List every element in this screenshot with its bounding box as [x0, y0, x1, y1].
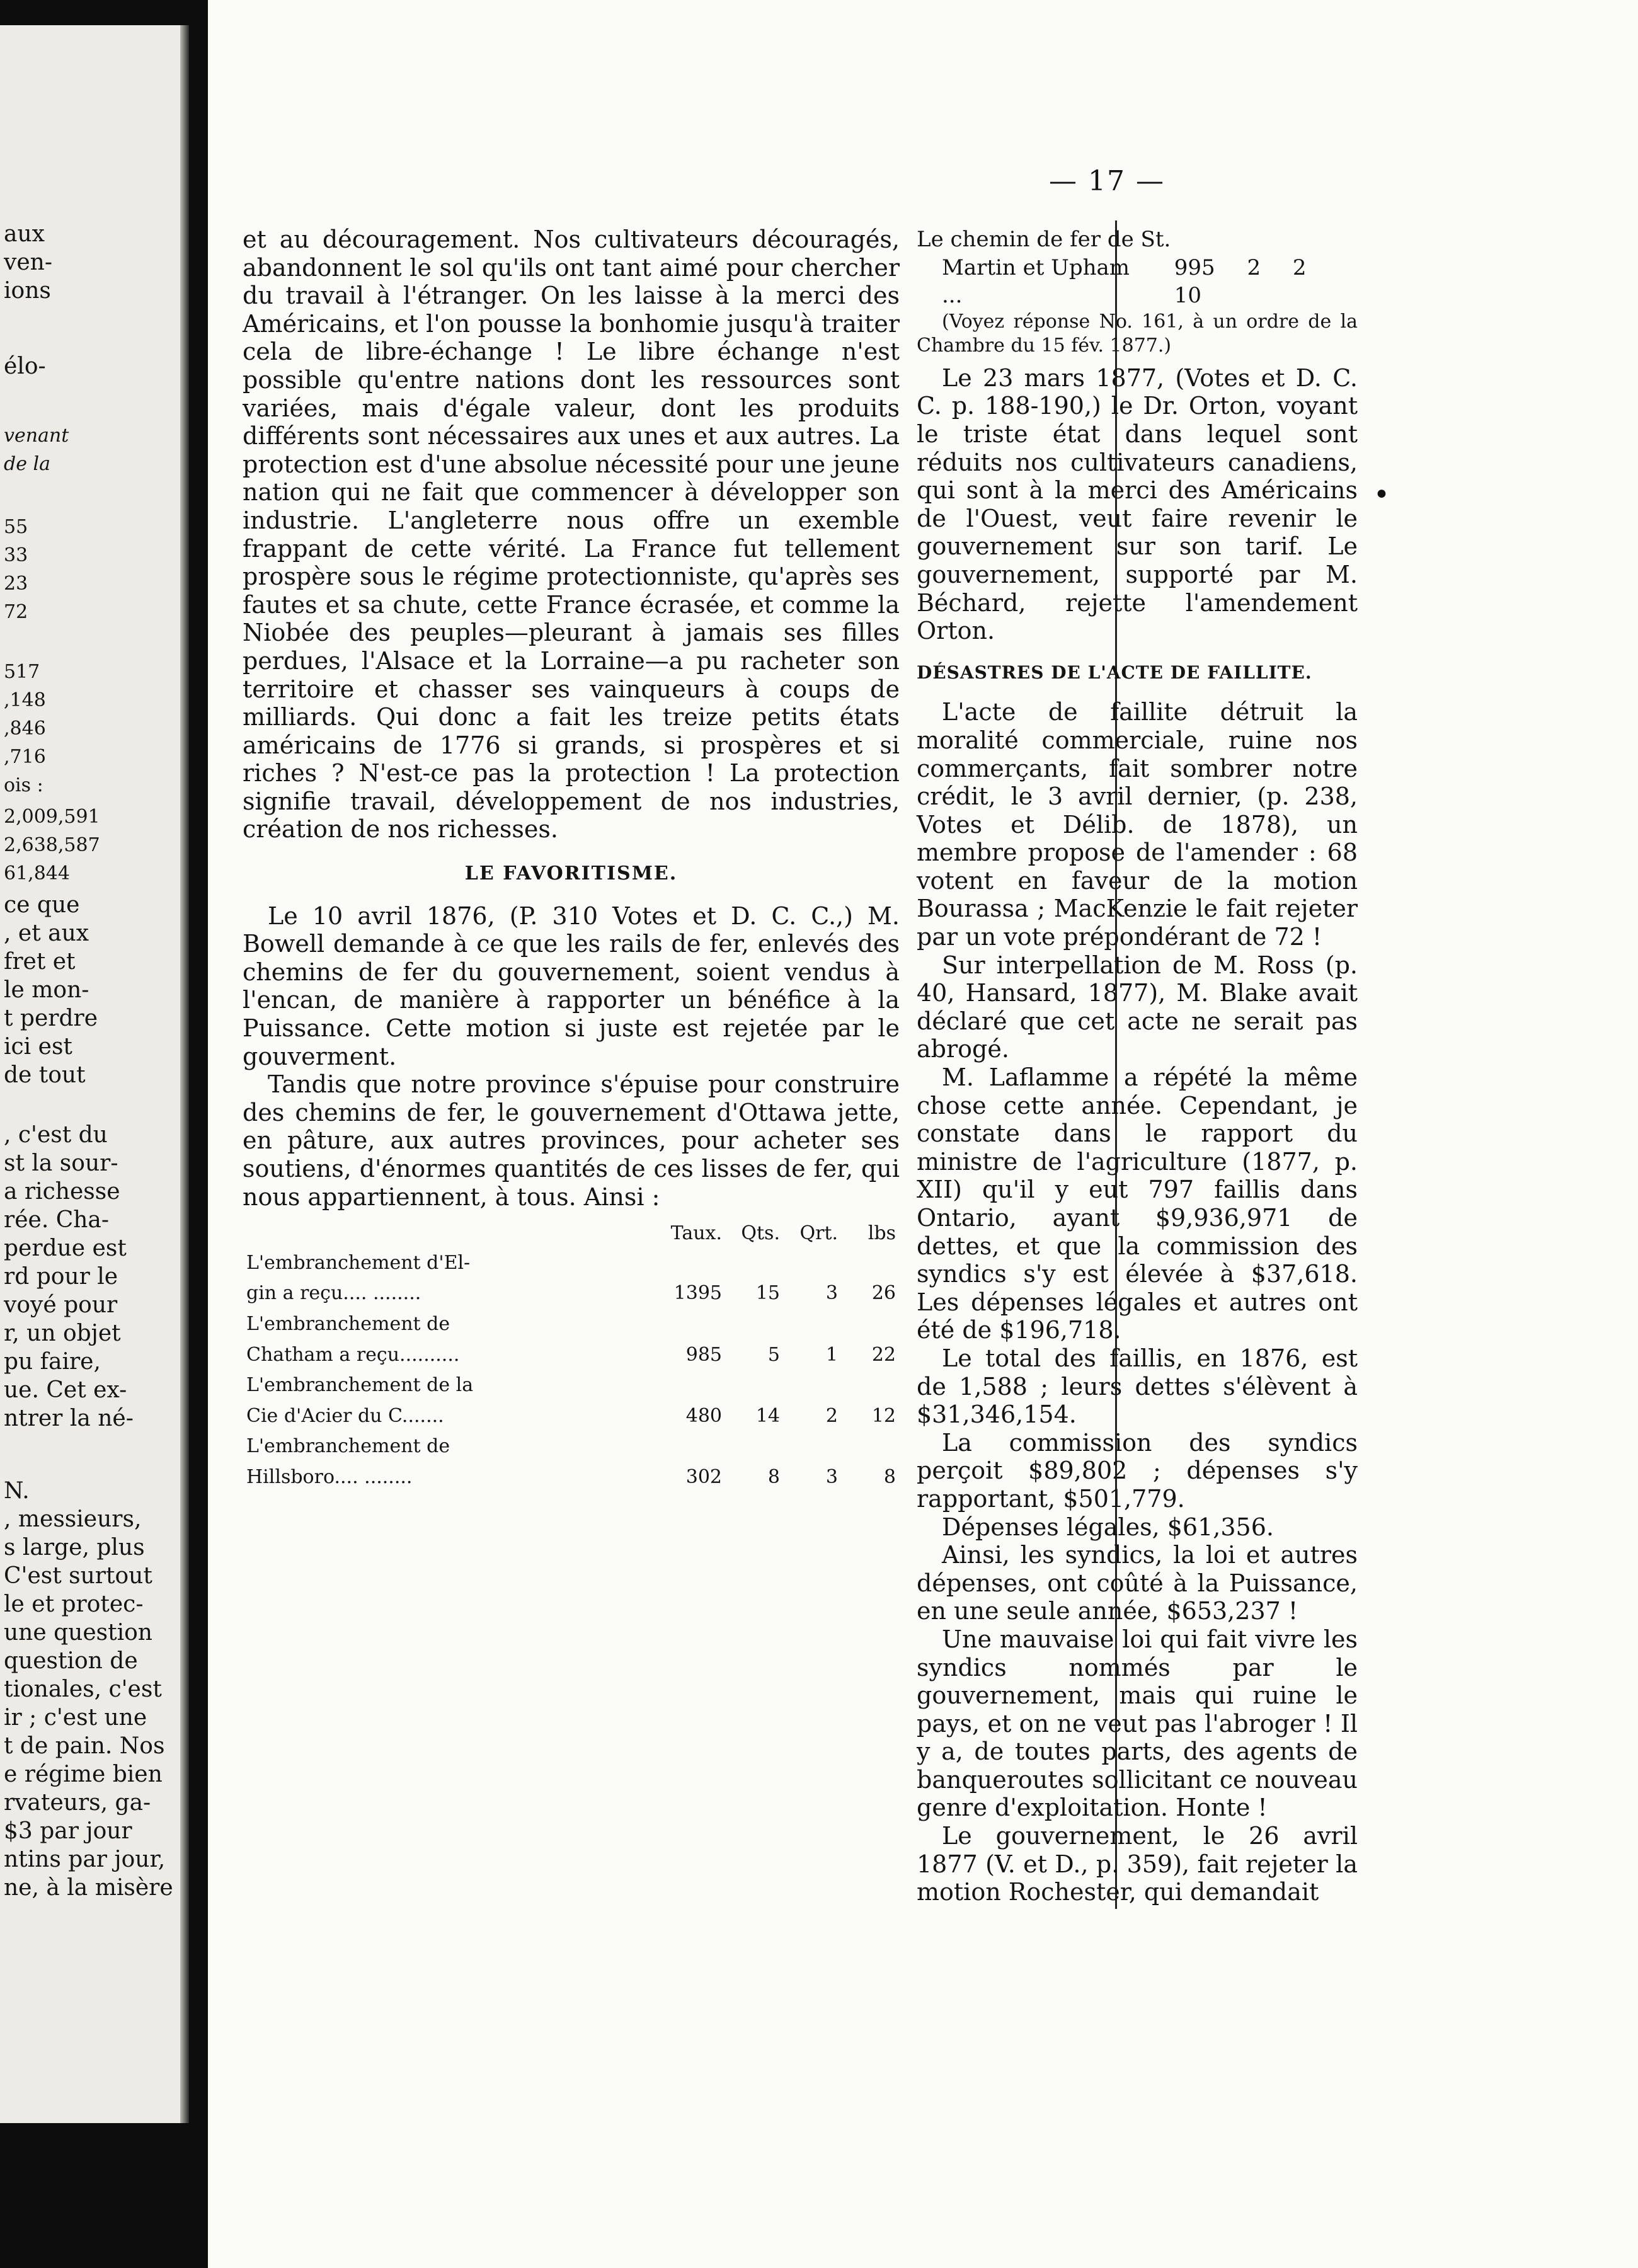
paragraph: M. Laflamme a répété la même chose cette année. Cependant, je constate dans le rapport du ministre de l'agriculture (1877, p. XII) qu'il y eut 797 faillis dans Ontario, ayant $9,936,971 de dettes, et que la commission des syndics s'y est élevée à $37,618. Les dépenses légales et autres ont été de $196,718. [917, 1063, 1358, 1344]
paragraph: Ainsi, les syndics, la loi et autres dépenses, ont coûté à la Puissance, en une seule année, $653,237 ! [917, 1541, 1358, 1625]
reference-note: (Voyez réponse No. 161, à un ordre de la Chambre du 15 fév. 1877.) [917, 310, 1358, 357]
table-cell: 22 [871, 1343, 896, 1366]
paragraph: et au découragement. Nos cultivateurs découragés, abandonnent le sol qu'ils ont tant aimé pour chercher du travail à l'étranger. On les laisse à la merci des Américains, et l'on pousse la bonhomie jusqu'à traiter cela de libre-échange ! Le libre échange n'est possible qu'entre nations dont les ressources sont variées, mais d'égale valeur, dont les produits différents sont nécessaires aux unes et aux autres. La protection est d'une absolue nécessité pour une jeune nation qui ne fait que commencer à développer son industrie. L'angleterre nous offre un exemble frappant de cette vérité. La France fut tellement prospère sous le régime protectionniste, qu'après ses fautes et sa chute, cette France écrasée, et comme la Niobée des peuples—pleurant à jamais ses filles perdues, l'Alsace et la Lorraine—a pu racheter son territoire et chasser ses vainqueurs à coups de milliards. Qui donc a fait les treize petits états américains de 1776 si grands, si prospères et si riches ? N'est-ce pas la protection ! La protection signifie travail, développement de nos industries, création de nos richesses. [243, 226, 900, 844]
margin-fragment: de tout [4, 1062, 86, 1088]
value: 995 [1174, 255, 1215, 280]
margin-fragment: ions [4, 278, 51, 304]
table-cell: 8 [883, 1465, 896, 1488]
table-cell: 1395 [673, 1282, 722, 1305]
table-cell: L'embranchement de la [246, 1374, 474, 1397]
table-row [243, 1278, 900, 1309]
paragraph: Le 23 mars 1877, (Votes et D. C. C. p. 188-190,) le Dr. Orton, voyant le triste état dans lequel sont réduits nos cultivateurs canadiens, qui sont à la merci des Américains de l'Ouest, veut faire revenir le gouvernement sur son tarif. Le gouvernement, supporté par M. Béchard, rejette l'amendement Orton. [917, 364, 1358, 645]
margin-fragment: 23 [4, 573, 28, 595]
table-cell: 26 [871, 1282, 896, 1305]
margin-fragment: ce que [4, 892, 80, 918]
margin-fragment: 33 [4, 544, 28, 566]
margin-fragment: ntrer la né- [4, 1406, 134, 1431]
margin-fragment: 517 [4, 661, 40, 683]
margin-fragment: ven- [4, 249, 52, 275]
margin-fragment: fret et [4, 949, 76, 975]
margin-fragment: le mon- [4, 977, 89, 1003]
margin-fragment: élo- [4, 353, 46, 379]
margin-fragment: rée. Cha- [4, 1207, 110, 1233]
margin-fragment: voyé pour [4, 1292, 118, 1318]
paragraph: La commission des syndics perçoit $89,802 ; dépenses s'y rapportant, $501,779. [917, 1428, 1358, 1513]
paragraph: Dépenses légales, $61,356. [942, 1513, 1274, 1541]
column-header: lbs [868, 1222, 896, 1245]
margin-fragment: tionales, c'est [4, 1676, 162, 1702]
table-row [243, 1431, 900, 1462]
margin-fragment: question de [4, 1648, 138, 1674]
table-cell: 1 [825, 1343, 838, 1366]
margin-fragment: ois : [4, 774, 43, 796]
margin-fragment: ntins par jour, [4, 1847, 166, 1872]
margin-fragment: st la sour- [4, 1150, 118, 1176]
table-cell: 5 [767, 1343, 780, 1366]
table-cell: 302 [685, 1465, 722, 1488]
margin-fragment: de la [4, 453, 50, 475]
value: 10 [1174, 283, 1201, 309]
margin-fragment: ,846 [4, 718, 46, 740]
section-heading: DÉSASTRES DE L'ACTE DE FAILLITE. [917, 662, 1312, 683]
table-cell: L'embranchement de [246, 1312, 450, 1335]
margin-fragment: , c'est du [4, 1122, 108, 1148]
table-cell: Hillsboro.... ........ [246, 1465, 413, 1488]
table-cell: 2 [825, 1404, 838, 1427]
table-row [243, 1340, 900, 1371]
margin-fragment: ue. Cet ex- [4, 1377, 127, 1403]
margin-fragment: s large, plus [4, 1535, 145, 1561]
table-row [243, 1248, 900, 1279]
margin-fragment: 72 [4, 601, 28, 623]
left-column [243, 226, 900, 1493]
rails-table [243, 1220, 900, 1492]
margin-fragment: ne, à la misère [4, 1875, 173, 1901]
table-row [243, 1370, 900, 1401]
table-cell: 985 [685, 1343, 722, 1366]
margin-fragment: rvateurs, ga- [4, 1790, 151, 1816]
margin-fragment: le et protec- [4, 1591, 144, 1617]
table-cell: L'embranchement de [246, 1435, 450, 1458]
left-facing-page [0, 25, 189, 2123]
column-header: Taux. [670, 1222, 722, 1245]
railway-entry [917, 226, 1358, 254]
table-header-row [243, 1220, 900, 1248]
margin-fragment: t perdre [4, 1005, 98, 1031]
table-row [243, 1401, 900, 1432]
table-cell: 15 [755, 1282, 780, 1305]
railway-entry-label: Le chemin de fer de St. [917, 227, 1171, 252]
table-cell: Cie d'Acier du C....... [246, 1404, 444, 1427]
table-cell: 480 [685, 1404, 722, 1427]
margin-fragment: rd pour le [4, 1264, 118, 1290]
paragraph: Tandis que notre province s'épuise pour construire des chemins de fer, le gouvernement d'Ottawa jette, en pâture, aux autres provinces, pour acheter ses soutiens, d'énormes quantités de ces lisses de fer, qui nous appartiennent, à tous. Ainsi : [243, 1070, 900, 1211]
table-cell: gin a reçu.... ........ [246, 1282, 421, 1305]
value: 2 [1247, 255, 1261, 280]
table-cell: 8 [767, 1465, 780, 1488]
margin-fragment: aux [4, 221, 45, 247]
margin-fragment: 2,009,591 [4, 806, 100, 828]
railway-entry-values [1149, 254, 1358, 310]
bullet-mark: • [1373, 479, 1390, 511]
margin-fragment: C'est surtout [4, 1563, 152, 1589]
column-header: Qrt. [799, 1222, 838, 1245]
margin-fragment: t de pain. Nos [4, 1733, 165, 1759]
margin-fragment: r, un objet [4, 1320, 121, 1346]
margin-fragment: $3 par jour [4, 1818, 132, 1844]
margin-fragment: ,148 [4, 689, 46, 711]
table-cell: 12 [871, 1404, 896, 1427]
table-cell: 3 [825, 1465, 838, 1488]
margin-fragment: ici est [4, 1034, 72, 1060]
margin-fragment: a richesse [4, 1179, 120, 1205]
railway-entry-label: Martin et Upham ... [942, 255, 1130, 309]
page-number: — 17 — [1049, 165, 1165, 197]
right-column [917, 226, 1358, 1906]
column-header: Qts. [741, 1222, 780, 1245]
section-heading: LE FAVORITISME. [464, 862, 678, 885]
margin-fragment: pu faire, [4, 1349, 101, 1375]
table-cell: Chatham a reçu.......... [246, 1343, 460, 1366]
paragraph: Sur interpellation de M. Ross (p. 40, Hansard, 1877), M. Blake avait déclaré que cet acte ne serait pas abrogé. [917, 951, 1358, 1063]
margin-fragment: 2,638,587 [4, 834, 100, 856]
margin-fragment: 61,844 [4, 862, 70, 885]
margin-fragment: e régime bien [4, 1761, 163, 1787]
page-fold [180, 25, 189, 2123]
margin-fragment: 55 [4, 516, 28, 538]
paragraph: Une mauvaise loi qui fait vivre les syndics nommés par le gouvernement, mais qui ruine le pays, et on ne veut pas l'abroger ! Il y a, de toutes parts, des agents de banqueroutes sollicitant ce nouveau genre d'exploitation. Honte ! [917, 1625, 1358, 1822]
margin-fragment: venant [4, 425, 69, 447]
margin-fragment: N. [4, 1478, 30, 1504]
paragraph: Le total des faillis, en 1876, est de 1,588 ; leurs dettes s'élèvent à $31,346,154. [917, 1344, 1358, 1429]
table-cell: 14 [755, 1404, 780, 1427]
margin-fragment: une question [4, 1620, 152, 1646]
railway-entry [917, 254, 1358, 310]
table-row [243, 1309, 900, 1340]
table-cell: 3 [825, 1282, 838, 1305]
paragraph: L'acte de faillite détruit la moralité commerciale, ruine nos commerçants, fait sombrer notre crédit, le 3 avril dernier, (p. 238, Votes et Délib. de 1878), un membre propose de l'amender : 68 votent en faveur de la motion Bourassa ; MacKenzie le fait rejeter par un vote prépondérant de 72 ! [917, 698, 1358, 951]
table-row [243, 1462, 900, 1493]
margin-fragment: perdue est [4, 1235, 127, 1261]
margin-fragment: , et aux [4, 920, 89, 946]
paragraph: Le 10 avril 1876, (P. 310 Votes et D. C. C.,) M. Bowell demande à ce que les rails de fer, enlevés des chemins de fer du gouvernement, soient vendus à l'encan, de manière à rapporter un bénéfice à la Puissance. Cette motion si juste est rejetée par le gouverment. [243, 902, 900, 1070]
value: 2 [1292, 255, 1307, 280]
margin-fragment: ,716 [4, 746, 46, 768]
margin-fragment: , messieurs, [4, 1506, 142, 1532]
table-cell: L'embranchement d'El- [246, 1251, 471, 1274]
margin-fragment: ir ; c'est une [4, 1705, 147, 1731]
paragraph: Le gouvernement, le 26 avril 1877 (V. et D., p. 359), fait rejeter la motion Rochester, qui demandait [917, 1822, 1358, 1906]
